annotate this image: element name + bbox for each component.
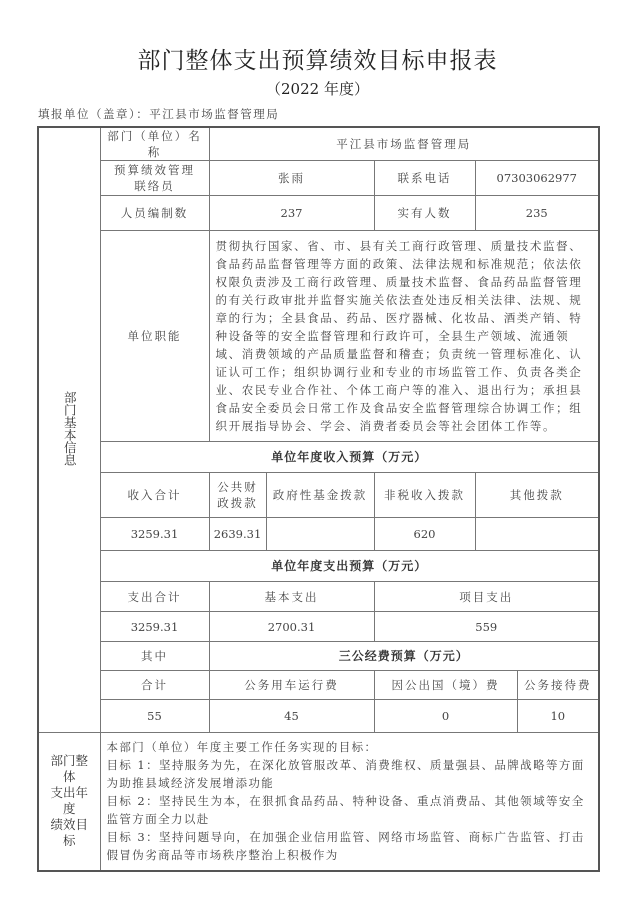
overseas-cost-value: 0 [374,700,517,733]
reception-cost-header: 公务接待费 [517,671,599,700]
actual-staff-label: 实有人数 [374,196,475,231]
overseas-cost-header: 因公出国（境）费 [374,671,517,700]
three-public-heading-row [38,642,599,671]
expense-total-header: 支出合计 [100,582,209,612]
project-expense-value: 559 [374,612,599,642]
dept-name-row [38,127,599,161]
performance-goals-text [100,733,599,871]
basic-expense-header: 基本支出 [209,582,374,612]
actual-staff-value: 235 [475,196,599,231]
expense-heading-row [38,551,599,582]
non-tax-header: 非税收入拨款 [374,473,475,518]
income-heading-row [38,442,599,473]
goals-intro: 本部门（单位）年度主要工作任务实现的目标： [106,740,378,755]
goal-2: 目标 2：坚持民生为本，在狠抓食品药品、特种设备、重点消费品、其他领域等安全监管方面全力以赴 [106,794,585,827]
income-header-row [38,473,599,518]
three-public-header-row [38,671,599,700]
performance-goals-row [38,733,599,871]
dept-name-value: 平江县市场监督管理局 [209,127,599,161]
three-public-heading: 三公经费预算（万元） [209,642,599,671]
income-values-row [38,518,599,551]
basic-expense-value: 2700.31 [209,612,374,642]
three-public-total-header: 合计 [100,671,209,700]
dept-name-label: 部门（单位）名称 [100,127,209,161]
three-public-values-row [38,700,599,733]
vehicle-cost-value: 45 [209,700,374,733]
contact-label: 预算绩效管理 联络员 [100,161,209,196]
three-public-total-value: 55 [100,700,209,733]
budget-form-table [37,126,600,872]
staff-quota-label: 人员编制数 [100,196,209,231]
contact-row [38,161,599,196]
income-budget-heading: 单位年度收入预算（万元） [100,442,599,473]
project-expense-header: 项目支出 [374,582,599,612]
other-value [475,518,599,551]
duties-text: 贯彻执行国家、省、市、县有关工商行政管理、质量技术监督、食品药品监督管理等方面的政策、法律法规和标准规范；依法依权限负责涉及工商行政管理、质量技术监督、食品药品监督管理的有关行政审批并监督实施关依法查处违反相关法律、法规、规章的行为；全县食品、药品、医疗器械、化妆品、酒类产销、特种设备等的安全监督管理和行政许可，全县生产领域、流通领域、消费领域的产品质量监督和稽查；负责统一管理标准化、认证认可工作；组织协调行业和专业的市场监管工作、负责各类企业、农民专业合作社、个体工商户等的准入、退出行为；承担县食品安全委员会日常工作及食品安全监督管理综合协调工作；组织开展指导协会、学会、消费者委员会等社会团体工作等。 [209,231,599,442]
phone-label: 联系电话 [374,161,475,196]
reception-cost-value: 10 [517,700,599,733]
income-total-header: 收入合计 [100,473,209,518]
income-total-value: 3259.31 [100,518,209,551]
gov-fund-value [266,518,374,551]
goal-3: 目标 3：坚持问题导向，在加强企业信用监管、网络市场监管、商标广告监管、打击假冒伪劣商品等市场秩序整治上积极作为 [106,830,585,863]
filler-unit: 填报单位（盖章）：平江县市场监督管理局 [38,107,280,121]
document-year: （2022 年度） [266,80,369,98]
vehicle-cost-header: 公务用车运行费 [209,671,374,700]
other-header: 其他拨款 [475,473,599,518]
expense-total-value: 3259.31 [100,612,209,642]
non-tax-value: 620 [374,518,475,551]
staff-quota-value: 237 [209,196,374,231]
expense-header-row [38,582,599,612]
public-finance-value: 2639.31 [209,518,266,551]
performance-goals-side-label: 部门整 体 支出年 度 绩效目 标 [38,733,100,871]
phone-value: 07303062977 [475,161,599,196]
duties-row [38,231,599,442]
goal-1: 目标 1：坚持服务为先，在深化放管服改革、消费维权、质量强县、品牌战略等方面为助推县域经济发展增添功能 [106,758,585,791]
duties-label: 单位职能 [100,231,209,442]
staff-row [38,196,599,231]
public-finance-header: 公共财 政拨款 [209,473,266,518]
contact-name: 张雨 [209,161,374,196]
expense-budget-heading: 单位年度支出预算（万元） [100,551,599,582]
gov-fund-header: 政府性基金拨款 [266,473,374,518]
expense-values-row [38,612,599,642]
of-which-label: 其中 [100,642,209,671]
basic-info-side-label: 部门基本信息 [38,127,100,733]
document-title: 部门整体支出预算绩效目标申报表 [137,48,498,74]
